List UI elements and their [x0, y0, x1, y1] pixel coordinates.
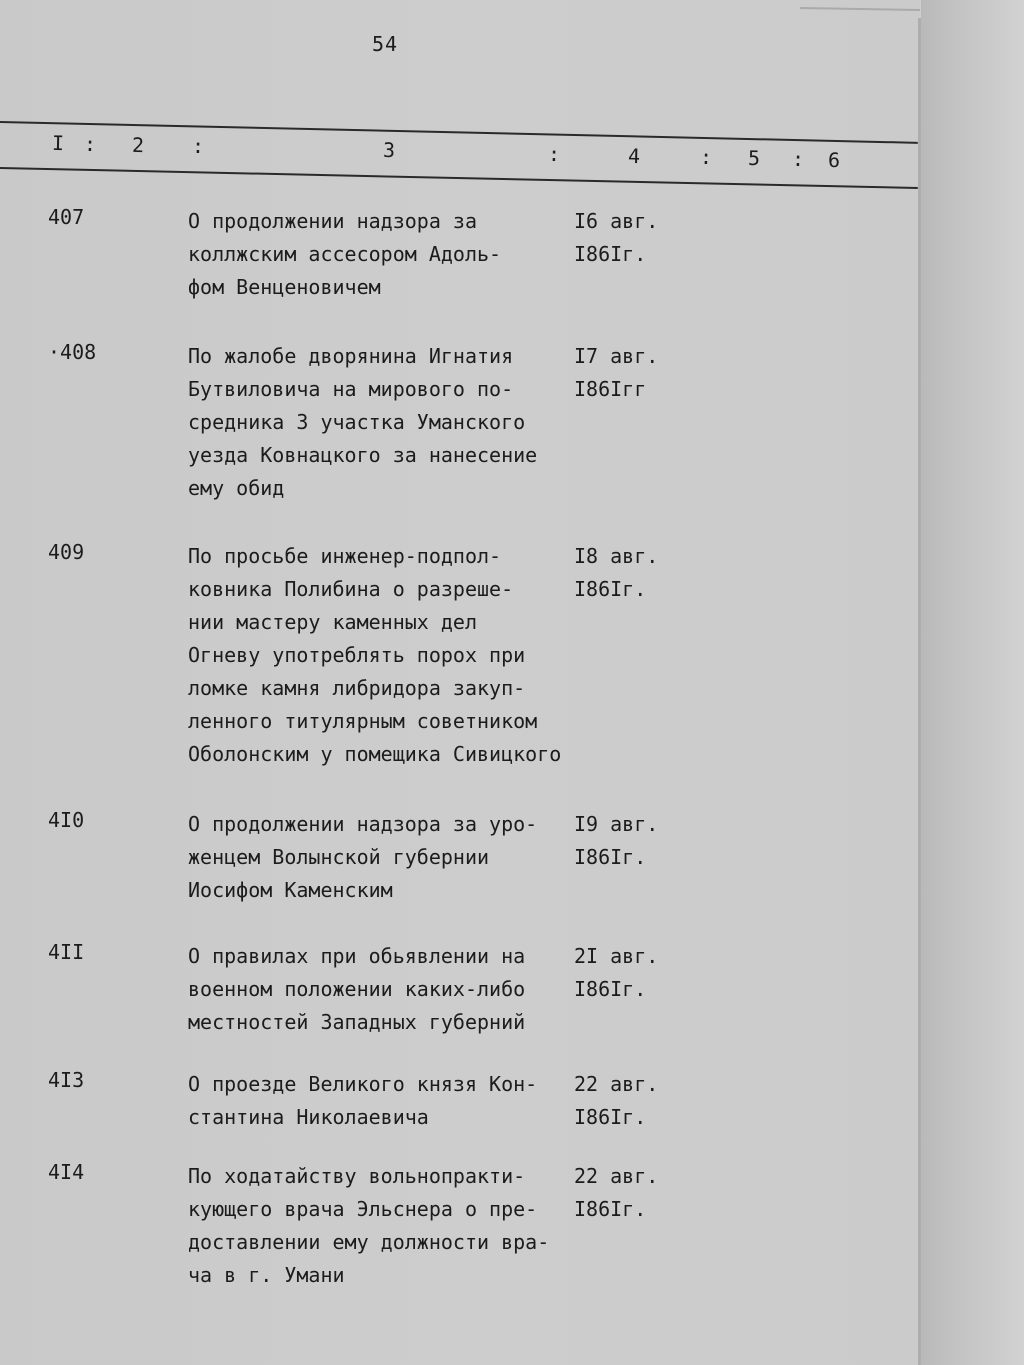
- date-line: 2I авг.: [574, 944, 659, 968]
- column-separator: :: [699, 145, 713, 170]
- description-line: По ходатайству вольнопракти-: [188, 1164, 526, 1188]
- background-margin: [921, 0, 1024, 1365]
- date-line: I6 авг.: [574, 209, 659, 233]
- entry-date: [574, 205, 658, 271]
- column-header-3: 3: [382, 138, 396, 163]
- entry-date: [574, 1160, 658, 1226]
- description-line: О продолжении надзора за уро-: [188, 812, 538, 836]
- description-line: стантина Николаевича: [188, 1105, 429, 1129]
- description-line: Огневу употреблять порох при: [188, 643, 526, 667]
- description-line: кующего врача Эльснера о пре-: [188, 1197, 538, 1221]
- description-line: Бутвиловича на мирового по-: [188, 377, 514, 401]
- description-line: О правилах при обьявлении на: [188, 944, 526, 968]
- date-line: I9 авг.: [574, 812, 659, 836]
- column-separator: :: [83, 131, 97, 156]
- description-line: женцем Волынской губернии: [188, 845, 490, 869]
- column-header-6: 6: [827, 148, 841, 173]
- description-line: ковника Полибина о разреше-: [188, 577, 514, 601]
- description-line: нии мастеру каменных дел: [188, 610, 477, 634]
- entry-number: ·408: [48, 340, 97, 364]
- date-line: I86Iг.: [574, 1105, 647, 1129]
- entry-number: 4I4: [48, 1160, 85, 1184]
- column-separator: :: [547, 141, 561, 167]
- entry-number: 407: [48, 205, 85, 229]
- description-line: ломке камня либридора закуп-: [188, 676, 526, 700]
- description-line: фом Венценовичем: [188, 275, 381, 299]
- entry-date: [574, 540, 658, 606]
- description-line: ча в г. Умани: [188, 1263, 345, 1287]
- entry-description: [188, 1068, 608, 1134]
- entry-number: 4I3: [48, 1068, 85, 1092]
- date-line: I86Iгг: [574, 377, 647, 401]
- entry-description: [188, 205, 608, 304]
- description-line: местностей Западных губерний: [188, 1010, 526, 1034]
- column-header-5: 5: [747, 146, 761, 171]
- entry-description: [188, 540, 608, 771]
- date-line: I86Iг.: [574, 577, 647, 601]
- date-line: 22 авг.: [574, 1164, 659, 1188]
- description-line: ему обид: [188, 476, 285, 500]
- entry-number: 4II: [48, 940, 85, 964]
- date-line: 22 авг.: [574, 1072, 659, 1096]
- date-line: I8 авг.: [574, 544, 659, 568]
- entry-date: [574, 1068, 658, 1134]
- page-number: 54: [372, 32, 399, 56]
- description-line: О проезде Великого князя Кон-: [188, 1072, 538, 1096]
- description-line: коллжским ассесором Адоль-: [188, 242, 502, 266]
- column-header-4: 4: [627, 143, 641, 168]
- entry-description: [188, 340, 608, 505]
- column-separator: :: [791, 147, 805, 172]
- entry-date: [574, 340, 658, 406]
- date-line: I86Iг.: [574, 977, 647, 1001]
- description-line: уезда Ковнацкого за нанесение: [188, 443, 538, 467]
- description-line: Оболонским у помещика Сивицкого: [188, 742, 562, 766]
- entry-date: [574, 808, 658, 874]
- date-line: I86Iг.: [574, 845, 647, 869]
- date-line: I7 авг.: [574, 344, 659, 368]
- entry-date: [574, 940, 658, 1006]
- description-line: военном положении каких-либо: [188, 977, 526, 1001]
- description-line: средника 3 участка Уманского: [188, 410, 526, 434]
- date-line: I86Iг.: [574, 242, 647, 266]
- entry-description: [188, 940, 608, 1039]
- description-line: Иосифом Каменским: [188, 878, 393, 902]
- entry-number: 4I0: [48, 808, 85, 832]
- description-line: ленного титулярным советником: [188, 709, 538, 733]
- description-line: По жалобе дворянина Игнатия: [188, 344, 514, 368]
- column-separator: :: [191, 134, 205, 159]
- entry-description: [188, 808, 608, 907]
- entry-number: 409: [48, 540, 85, 564]
- column-header-I: I: [51, 131, 65, 156]
- description-line: доставлении ему должности вра-: [188, 1230, 550, 1254]
- description-line: О продолжении надзора за: [188, 209, 477, 233]
- entry-description: [188, 1160, 608, 1292]
- date-line: I86Iг.: [574, 1197, 647, 1221]
- description-line: По просьбе инженер-подпол-: [188, 544, 502, 568]
- column-header-2: 2: [131, 132, 145, 158]
